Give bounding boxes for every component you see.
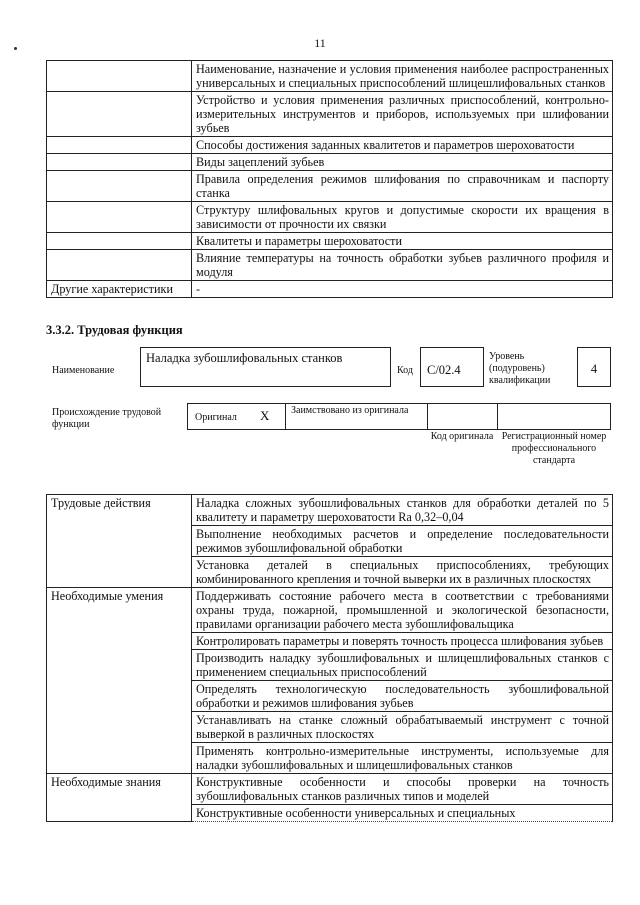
row-category	[47, 233, 192, 250]
original-label: Оригинал	[195, 412, 237, 423]
original-mark: X	[260, 408, 270, 423]
row-description: -	[192, 281, 613, 298]
function-code: С/02.4	[427, 363, 461, 377]
borrowed-label: Заимствовано из оригинала	[291, 405, 409, 416]
row-description: Установка деталей в специальных приспособлениях, требующих комбинированного крепления и точной выверки их в различных плоскостях	[192, 557, 613, 588]
section-title: 3.3.2. Трудовая функция	[46, 323, 183, 337]
row-description: Выполнение необходимых расчетов и определение последовательности режимов зубошлифовальной обработки	[192, 526, 613, 557]
row-category: Трудовые действия	[47, 495, 192, 588]
function-name-box	[140, 347, 391, 387]
table-row	[47, 233, 613, 250]
row-description: Квалитеты и параметры шероховатости	[192, 233, 613, 250]
origin-label: Происхождение трудовой функции	[52, 407, 162, 430]
row-description: Наименование, назначение и условия применения наиболее распространенных универсальных и специальных приспособлений шлицешлифовальных станков	[192, 61, 613, 92]
row-description: Поддерживать состояние рабочего места в соответствии с требованиями охраны труда, пожарной, промышленной и экологической безопасности, правилами организации рабочего места зубошлифовальщика	[192, 588, 613, 633]
level-label: Уровень (подуровень) квалификации	[489, 351, 551, 386]
level-value: 4	[590, 362, 598, 376]
row-description: Виды зацеплений зубьев	[192, 154, 613, 171]
code-box	[420, 347, 484, 387]
row-description: Производить наладку зубошлифовальных и шлицешлифовальных станков с применением специальных приспособлений	[192, 650, 613, 681]
table-row	[47, 137, 613, 154]
row-description: Конструктивные особенности универсальных и специальных	[192, 805, 613, 822]
labor-function-table	[46, 494, 613, 822]
table-row	[47, 495, 613, 526]
row-description: Устройство и условия применения различных приспособлений, контрольно-измерительных инструментов и приборов, используемых при шлифовании зубьев	[192, 92, 613, 137]
table-row	[47, 588, 613, 633]
row-category	[47, 92, 192, 137]
row-category	[47, 137, 192, 154]
row-category	[47, 171, 192, 202]
row-description: Конструктивные особенности и способы проверки на точность зубошлифовальных станков различных типов и моделей	[192, 774, 613, 805]
level-box	[577, 347, 611, 387]
table-row	[47, 154, 613, 171]
competency-table-continued	[46, 60, 613, 298]
table-row	[47, 171, 613, 202]
table-row	[47, 92, 613, 137]
table-row	[47, 774, 613, 805]
name-label: Наименование	[52, 365, 115, 376]
row-description: Наладка сложных зубошлифовальных станков для обработки деталей по 5 квалитету и параметру шероховатости Ra 0,32–0,04	[192, 495, 613, 526]
registration-caption: Регистрационный номер профессионального стандарта	[501, 431, 607, 466]
code-original-caption: Код оригинала	[430, 431, 494, 442]
table-row	[47, 61, 613, 92]
row-category	[47, 250, 192, 281]
divider	[497, 404, 498, 429]
row-description: Применять контрольно-измерительные инструменты, используемые для наладки зубошлифовальных и шлицешлифовальных станков	[192, 743, 613, 774]
row-category: Необходимые умения	[47, 588, 192, 774]
code-label: Код	[397, 365, 413, 376]
row-description: Влияние температуры на точность обработки зубьев различного профиля и модуля	[192, 250, 613, 281]
row-category	[47, 202, 192, 233]
row-description: Структуру шлифовальных кругов и допустимые скорости их вращения в зависимости от прочности их связки	[192, 202, 613, 233]
row-description: Способы достижения заданных квалитетов и параметров шероховатости	[192, 137, 613, 154]
row-description: Устанавливать на станке сложный обрабатываемый инструмент с точной выверкой в различных плоскостях	[192, 712, 613, 743]
table-row	[47, 202, 613, 233]
row-description: Контролировать параметры и поверять точность процесса шлифования зубьев	[192, 633, 613, 650]
margin-mark	[14, 47, 17, 50]
origin-row	[187, 403, 611, 430]
table-row	[47, 250, 613, 281]
row-category	[47, 61, 192, 92]
function-name: Наладка зубошлифовальных станков	[146, 351, 343, 365]
row-category	[47, 154, 192, 171]
row-description: Правила определения режимов шлифования по справочникам и паспорту станка	[192, 171, 613, 202]
page-number: 11	[314, 36, 326, 50]
divider	[427, 404, 428, 429]
row-category: Другие характеристики	[47, 281, 192, 298]
row-description: Определять технологическую последовательность зубошлифовальной обработки и режимов шлифования зубьев	[192, 681, 613, 712]
row-category: Необходимые знания	[47, 774, 192, 822]
divider	[285, 404, 286, 429]
table-row	[47, 281, 613, 298]
